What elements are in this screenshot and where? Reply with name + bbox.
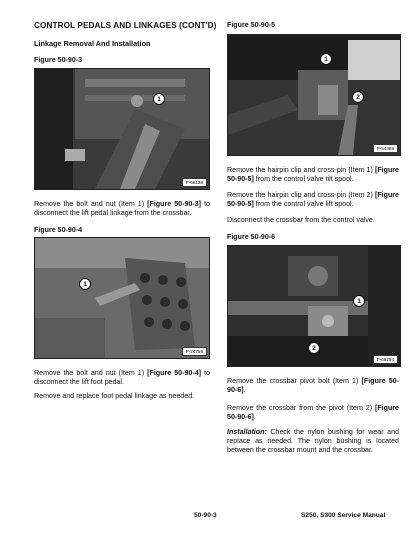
photo-code: P-54488 xyxy=(373,144,398,153)
manual-title: S250, S300 Service Manual xyxy=(301,512,386,519)
section-subtitle: Linkage Removal And Installation xyxy=(34,39,151,48)
callout-1: 1 xyxy=(79,278,91,290)
paragraph: Remove and replace foot pedal linkage as needed. xyxy=(34,392,195,400)
paragraph: Remove the hairpin clip and cross-pin (Item 1) [Figure 50-90-5] from the control valve tilt spool. xyxy=(227,166,399,184)
page-title: CONTROL PEDALS AND LINKAGES (CONT'D) xyxy=(34,21,217,30)
paragraph: Remove the hairpin clip and cross-pin (Item 2) [Figure 50-90-5] from the control valve lift spool. xyxy=(227,191,399,209)
callout-1: 1 xyxy=(153,93,165,105)
photo-code: P-68254 xyxy=(373,355,398,364)
figure-photo xyxy=(34,237,210,359)
installation-paragraph: Installation: Check the nylon bushing for wear and replace as needed. The nylon bushing is located between the crossbar mount and the crossbar. xyxy=(227,428,399,455)
linkage-photo-image xyxy=(35,69,209,189)
callout-2: 2 xyxy=(308,342,320,354)
photo-code: P-68138 xyxy=(182,178,207,187)
callout-2: 2 xyxy=(352,91,364,103)
photo-code: P-24759 xyxy=(182,347,207,356)
paragraph: Remove the crossbar pivot bolt (Item 1) [Figure 50-90-6]. xyxy=(227,377,399,395)
figure-label: Figure 50-90-5 xyxy=(227,21,276,29)
paragraph: Remove the crossbar from the pivot (Item 2) [Figure 50-90-6]. xyxy=(227,404,399,422)
figure-photo xyxy=(227,245,401,367)
figure-photo xyxy=(34,68,210,190)
paragraph: Remove the bolt and nut (Item 1) [Figure 50-90-4] to disconnect the lift foot pedal. xyxy=(34,369,210,387)
figure-label: Figure 50-90-4 xyxy=(34,226,83,234)
paragraph: Remove the bolt and nut (Item 1) [Figure 50-90-3] to disconnect the lift pedal linkage from the crossbar. xyxy=(34,200,210,218)
pedal-photo-image xyxy=(35,238,209,358)
valve-photo-image xyxy=(228,35,400,155)
paragraph: Disconnect the crossbar from the control valve. xyxy=(227,216,375,224)
figure-label: Figure 50-90-3 xyxy=(34,56,83,64)
page-number: 50-90-3 xyxy=(194,512,217,519)
callout-1: 1 xyxy=(353,295,365,307)
callout-1: 1 xyxy=(320,53,332,65)
figure-photo xyxy=(227,34,401,156)
figure-label: Figure 50-90-6 xyxy=(227,233,276,241)
